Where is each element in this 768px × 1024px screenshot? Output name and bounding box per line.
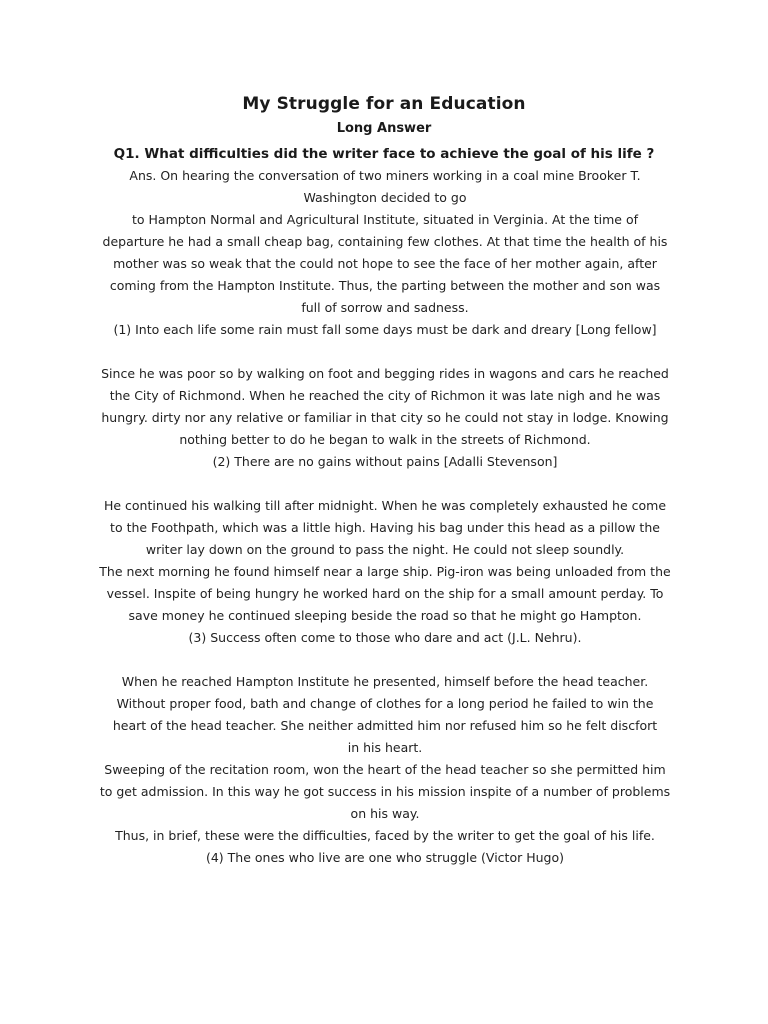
- text-line: in his heart.: [347, 740, 423, 755]
- text-line: Thus, in brief, these were the difficulties, faced by the writer to get the goal of his life.: [115, 828, 655, 843]
- document-title: My Struggle for an Education: [242, 94, 526, 114]
- text-line: heart of the head teacher. She neither admitted him nor refused him so he felt discfort: [112, 718, 658, 733]
- paragraph-gap: [90, 473, 680, 495]
- text-line: Since he was poor so by walking on foot and begging rides in wagons and cars he reached: [101, 366, 669, 381]
- paragraph-gap: [90, 649, 680, 671]
- paragraph: [90, 165, 680, 341]
- text-line: departure he had a small cheap bag, containing few clothes. At that time the health of his: [102, 234, 668, 249]
- answer-body: [90, 165, 680, 869]
- quote-line: (4) The ones who live are one who struggle (Victor Hugo): [205, 850, 565, 865]
- text-line: vessel. Inspite of being hungry he worked hard on the ship for a small amount perday. To: [106, 586, 664, 601]
- document-subtitle: Long Answer: [336, 121, 432, 136]
- paragraph: [90, 671, 680, 869]
- text-line: to get admission. In this way he got success in his mission inspite of a number of problems: [99, 784, 671, 799]
- text-line: save money he continued sleeping beside the road so that he might go Hampton.: [128, 608, 642, 623]
- text-line: Without proper food, bath and change of clothes for a long period he failed to win the: [116, 696, 654, 711]
- text-line: on his way.: [350, 806, 420, 821]
- paragraph: [90, 363, 680, 473]
- text-line: to Hampton Normal and Agricultural Institute, situated in Verginia. At the time of: [131, 212, 638, 227]
- text-line: mother was so weak that the could not hope to see the face of her mother again, after: [113, 256, 657, 271]
- text-line: writer lay down on the ground to pass the night. He could not sleep soundly.: [145, 542, 625, 557]
- paragraph-gap: [90, 341, 680, 363]
- text-line: to the Foothpath, which was a little high. Having his bag under this head as a pillow the: [110, 520, 660, 535]
- question-heading: Q1. What difficulties did the writer face to achieve the goal of his life ?: [113, 146, 655, 162]
- text-line: He continued his walking till after midnight. When he was completely exhausted he come: [103, 498, 667, 513]
- quote-line: (3) Success often come to those who dare and act (J.L. Nehru).: [188, 630, 582, 645]
- text-line: Sweeping of the recitation room, won the heart of the head teacher so she permitted him: [104, 762, 666, 777]
- paragraph: [90, 495, 680, 649]
- text-line: The next morning he found himself near a large ship. Pig-iron was being unloaded from the: [99, 564, 671, 579]
- text-line: When he reached Hampton Institute he presented, himself before the head teacher.: [121, 674, 649, 689]
- text-line: the City of Richmond. When he reached the city of Richmon it was late nigh and he was: [109, 388, 661, 403]
- text-line: hungry. dirty nor any relative or familiar in that city so he could not stay in lodge. Knowing: [101, 410, 669, 425]
- text-line: Washington decided to go: [303, 190, 467, 205]
- text-line: coming from the Hampton Institute. Thus, the parting between the mother and son was: [109, 278, 661, 293]
- quote-line: (1) Into each life some rain must fall some days must be dark and dreary [Long fellow]: [113, 322, 657, 337]
- text-line: Ans. On hearing the conversation of two miners working in a coal mine Brooker T.: [129, 168, 641, 183]
- text-line: nothing better to do he began to walk in the streets of Richmond.: [179, 432, 591, 447]
- text-line: full of sorrow and sadness.: [301, 300, 469, 315]
- quote-line: (2) There are no gains without pains [Adalli Stevenson]: [212, 454, 558, 469]
